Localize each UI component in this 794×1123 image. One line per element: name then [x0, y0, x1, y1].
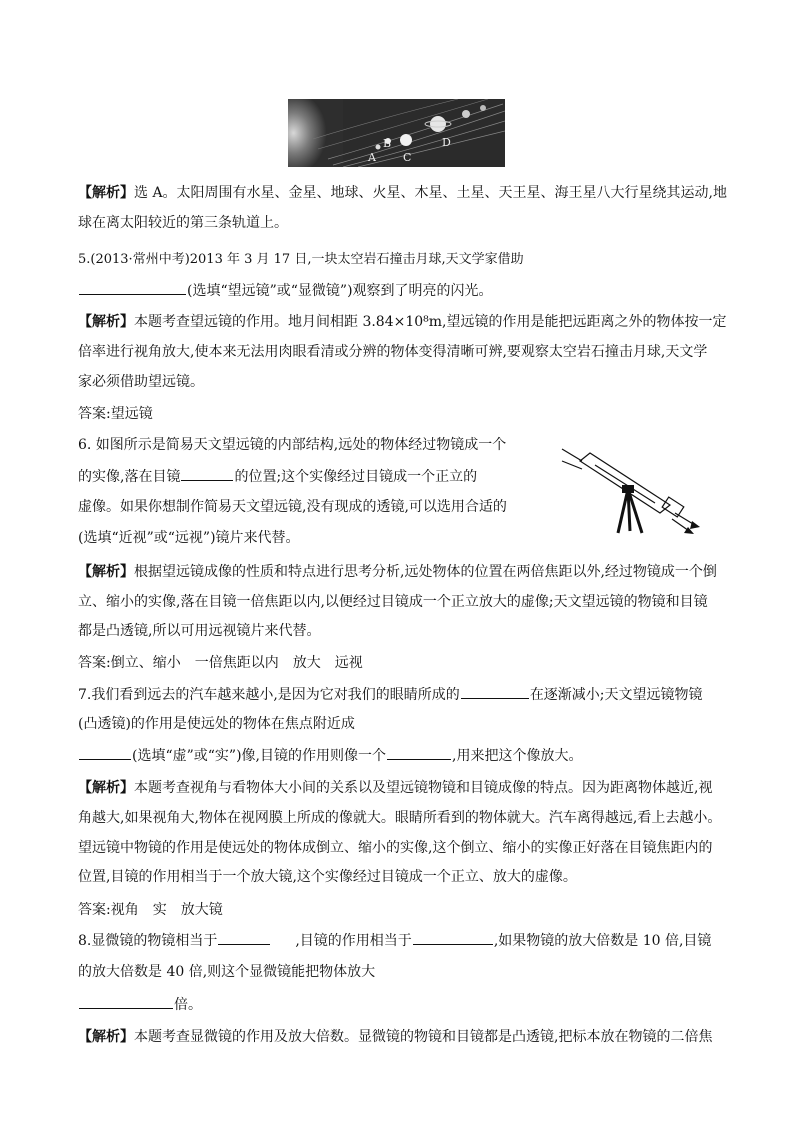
- q7-analysis-line4: 位置,目镜的作用相当于一个放大镜,这个实像经过目镜成一个正立、放大的虚像。: [78, 869, 577, 885]
- analysis-tag: 【解析】: [78, 780, 134, 796]
- q7-stem-line1: 7.我们看到远去的汽车越来越小,是因为它对我们的眼睛所成的 在逐渐减小;天文望远镜物镜: [78, 684, 718, 705]
- q7-answer: 答案:视角 实 放大镜: [78, 902, 223, 918]
- answer-blank[interactable]: [413, 930, 493, 945]
- q6-analysis-line1: 【解析】根据望远镜成像的性质和特点进行思考分析,远处物体的位置在两倍焦距以外,经过物镜成一个倒: [78, 564, 717, 580]
- q6-stem-line1: 6. 如图所示是简易天文望远镜的内部结构,远处的物体经过物镜成一个: [78, 437, 507, 453]
- label-a: A: [368, 151, 376, 164]
- q6-answer: 答案:倒立、缩小 一倍焦距以内 放大 远视: [78, 655, 363, 671]
- analysis-tag: 【解析】: [78, 185, 134, 201]
- q7-stem-line3: (选填“虚”或“实”)像,目镜的作用则像一个 ,用来把这个像放大。: [78, 745, 718, 766]
- q5-stem-line1: 5.(2013·常州中考)2013 年 3 月 17 日,一块太空岩石撞击月球,天文学家借助: [78, 252, 524, 267]
- q7-analysis-line3: 望远镜中物镜的作用是使远处的物体成倒立、缩小的实像,这个倒立、缩小的实像正好落在目镜焦距内的: [78, 840, 713, 856]
- answer-blank[interactable]: [79, 994, 173, 1009]
- analysis-tag: 【解析】: [78, 314, 134, 330]
- q5-stem-line2: (选填“望远镜”或“显微镜”)观察到了明亮的闪光。: [78, 280, 718, 301]
- q5-analysis-line3: 家必须借助望远镜。: [78, 374, 204, 390]
- answer-blank[interactable]: [79, 745, 131, 760]
- answer-blank[interactable]: [79, 280, 186, 295]
- q4-analysis-line1: 【解析】选 A。太阳周围有水星、金星、地球、火星、木星、土星、天王星、海王星八大行星绕其运动,地: [78, 185, 728, 201]
- q6-stem-line2: 的实像,落在目镜 的位置;这个实像经过目镜成一个正立的: [78, 466, 548, 487]
- q6-analysis-line3: 都是凸透镜,所以可用远视镜片来代替。: [78, 623, 321, 639]
- analysis-tag: 【解析】: [78, 564, 134, 580]
- q8-stem-line2: 的放大倍数是 40 倍,则这个显微镜能把物体放大: [78, 964, 376, 980]
- label-c: C: [403, 151, 412, 164]
- q4-analysis-line2: 球在离太阳较近的第三条轨道上。: [78, 215, 288, 231]
- q7-stem-line2: (凸透镜)的作用是使远处的物体在焦点附近成: [78, 716, 355, 732]
- solar-system-figure: [288, 99, 505, 167]
- analysis-tag: 【解析】: [78, 1029, 134, 1045]
- answer-blank[interactable]: [387, 745, 451, 760]
- q6-stem-line3: 虚像。如果你想制作简易天文望远镜,没有现成的透镜,可以选用合适的: [78, 499, 507, 515]
- q5-analysis-line2: 倍率进行视角放大,使本来无法用肉眼看清或分辨的物体变得清晰可辨,要观察太空岩石撞击月球,天文学: [78, 344, 708, 360]
- solar-system-image: [288, 99, 505, 167]
- q5-analysis-line1: 【解析】本题考查望远镜的作用。地月间相距 3.84×10⁸m,望远镜的作用是能把远距离之外的物体按一定: [78, 314, 727, 330]
- telescope-figure: [560, 447, 702, 537]
- q6-stem-line4: (选填“近视”或“远视”)镜片来代替。: [78, 530, 300, 546]
- q5-answer: 答案:望远镜: [78, 406, 153, 422]
- label-d: D: [442, 136, 451, 149]
- q8-stem-line1: 8.显微镜的物镜相当于 ,目镜的作用相当于 ,如果物镜的放大倍数是 10 倍,目镜: [78, 930, 718, 951]
- answer-blank[interactable]: [181, 466, 233, 481]
- telescope-diagram: [560, 447, 702, 537]
- q8-analysis-line1: 【解析】本题考查显微镜的作用及放大倍数。显微镜的物镜和目镜都是凸透镜,把标本放在物镜的二倍焦: [78, 1029, 713, 1045]
- q6-analysis-line2: 立、缩小的实像,落在目镜一倍焦距以内,以便经过目镜成一个正立放大的虚像;天文望远镜的物镜和目镜: [78, 594, 708, 610]
- q8-stem-line3: 倍。: [78, 994, 718, 1015]
- label-b: B: [383, 137, 392, 150]
- answer-blank[interactable]: [461, 684, 529, 699]
- q7-analysis-line2: 角越大,如果视角大,物体在视网膜上所成的像就大。眼睛所看到的物体就大。汽车离得越远,看上去越小。: [78, 810, 722, 826]
- answer-blank[interactable]: [218, 930, 270, 945]
- q7-analysis-line1: 【解析】本题考查视角与看物体大小间的关系以及望远镜物镜和目镜成像的特点。因为距离物体越近,视: [78, 780, 713, 796]
